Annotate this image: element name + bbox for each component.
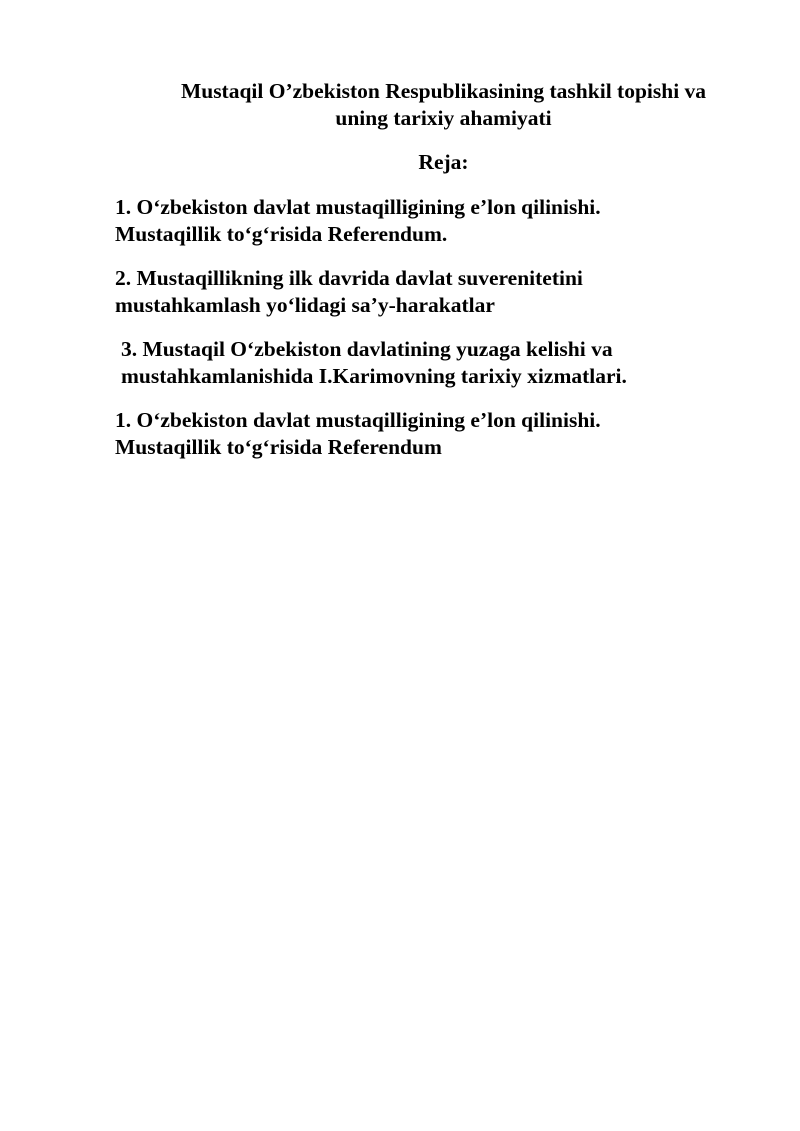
plan-heading: Reja:: [418, 150, 469, 174]
plan-item-1-line-1: 1. O‘zbekiston davlat mustaqilligining e’lon qilinishi.: [115, 195, 601, 219]
plan-item-2-line-2: mustahkamlash yo‘lidagi sa’y-harakatlar: [115, 293, 495, 317]
plan-item-1-line-2: Mustaqillik to‘g‘risida Referendum.: [115, 222, 448, 246]
title-line-2: uning tarixiy ahamiyati: [335, 106, 552, 130]
document-body: [115, 78, 740, 461]
plan-item-3: [115, 336, 740, 390]
title-line-1: Mustaqil O’zbekiston Respublikasining tashkil topishi va: [180, 79, 707, 103]
section-heading-1-line-1: 1. O‘zbekiston davlat mustaqilligining e’lon qilinishi.: [115, 408, 601, 432]
plan-item-2: [115, 265, 740, 319]
plan-item-3-line-1: 3. Mustaqil O‘zbekiston davlatining yuzaga kelishi va: [121, 337, 613, 361]
plan-item-2-line-1: 2. Mustaqillikning ilk davrida davlat suverenitetini: [115, 266, 583, 290]
plan-item-1: [115, 194, 740, 248]
section-heading-1: [115, 407, 740, 461]
plan-item-3-line-2: mustahkamlanishida I.Karimovning tarixiy xizmatlari.: [121, 364, 627, 388]
section-heading-1-line-2: Mustaqillik to‘g‘risida Referendum: [115, 435, 442, 459]
document-title: [115, 78, 740, 132]
